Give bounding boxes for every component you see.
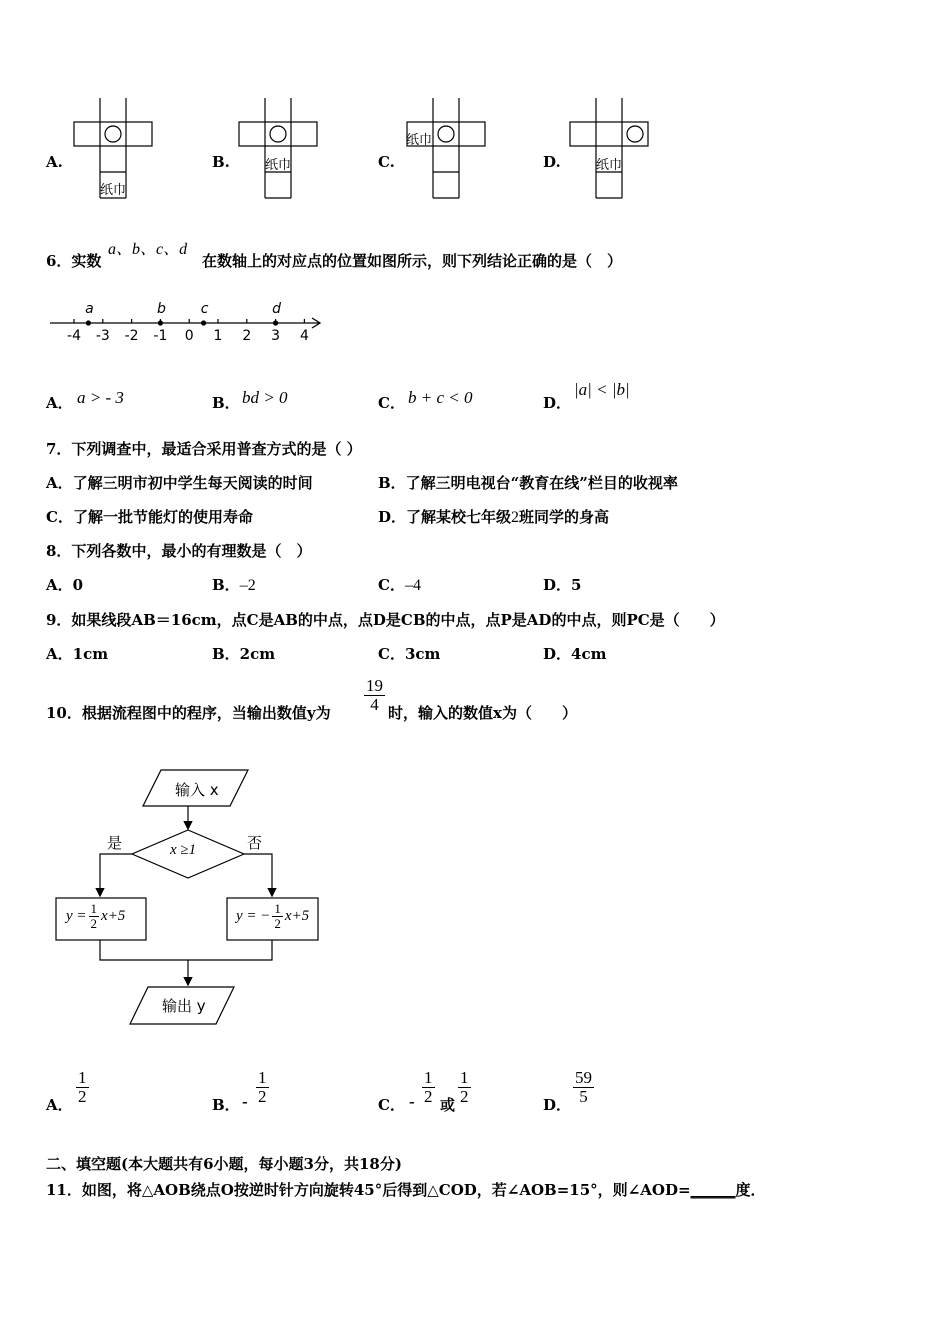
- flow-right-formula-pre: y = −: [236, 907, 271, 924]
- q10-option-b-num: 1: [258, 1068, 267, 1087]
- q10-option-c-den2: 2: [460, 1086, 469, 1106]
- q5-net-a-paper-label: 纸巾: [100, 183, 127, 198]
- q6-option-b-letter: B．: [212, 394, 240, 412]
- q5-net-b-paper-label: 纸巾: [265, 158, 292, 173]
- q9-stem: 9．如果线段AB＝16cm，点C是AB的中点，点D是CB的中点，点P是AD的中点，则PC是（ ）: [46, 611, 725, 629]
- q6-option-c-letter: C．: [378, 394, 405, 412]
- q8-option-a-value: 0: [72, 576, 84, 594]
- number-line-point-label-b: b: [156, 301, 166, 317]
- q10-option-c-letter: C．: [378, 1096, 405, 1114]
- flow-yes-label: 是: [107, 834, 123, 852]
- q10-option-c-frac: [422, 1069, 435, 1106]
- q10-option-a-num: 1: [78, 1068, 87, 1087]
- q6-option-b-expr: bd > 0: [242, 388, 288, 407]
- q10-option-c-or: 或: [440, 1096, 456, 1114]
- q10-option-c-sign: -: [409, 1092, 415, 1111]
- q5-option-a-letter: A.: [46, 153, 63, 171]
- flow-right-half: [272, 902, 283, 930]
- q7-option-a: A．了解三明市初中学生每天阅读的时间: [46, 474, 313, 492]
- number-line-point-label-a: a: [85, 301, 94, 317]
- q7-option-c: C．了解一批节能灯的使用寿命: [46, 508, 253, 526]
- flow-left-half-num: 1: [90, 901, 98, 916]
- flow-condition-label: x ≥1: [170, 842, 197, 858]
- q5-net-b: [237, 98, 319, 200]
- q5-option-c-letter: C.: [378, 153, 395, 171]
- number-line-tick-label: -1: [153, 328, 168, 344]
- flow-right-half-num: 1: [274, 901, 281, 916]
- q10-option-a-frac: [76, 1069, 89, 1106]
- q8-option-b-letter: B．: [212, 576, 240, 594]
- q10-option-b-frac: [256, 1069, 269, 1106]
- q7-option-d-num: 2: [511, 509, 520, 526]
- q5-option-b-letter: B.: [212, 153, 230, 171]
- q11-stem-text: 11．如图，将△AOB绕点O按逆时针方向旋转45°后得到△COD，若∠AOB=15°，则∠AOD=: [46, 1181, 691, 1199]
- q10-option-c-num2: 1: [460, 1068, 469, 1087]
- q10-option-d-num: 59: [575, 1068, 592, 1087]
- flow-input-label: 输入 x: [175, 781, 219, 799]
- q8-option-a-letter: A．: [46, 576, 73, 594]
- q10-prefix: 10．根据流程图中的程序，当输出数值y为: [46, 704, 331, 722]
- q10-option-c-den: 2: [424, 1086, 433, 1106]
- q11-stem: [46, 1179, 766, 1200]
- q10-option-a-den: 2: [78, 1086, 87, 1106]
- q10-fraction-den: 4: [370, 694, 379, 714]
- q6-vars: a、b、c、d: [108, 241, 188, 258]
- flow-no-label: 否: [247, 834, 263, 852]
- q10-output-fraction: [364, 677, 385, 714]
- q6-option-d-expr: |a| < |b|: [574, 380, 630, 399]
- number-line-tick-label: -2: [124, 328, 139, 344]
- q8-option-c: [378, 574, 421, 595]
- number-line-tick-label: 4: [299, 328, 309, 344]
- q5-net-d: [568, 98, 650, 200]
- q9-option-d: D．4cm: [543, 645, 607, 663]
- number-line-tick-label: 2: [242, 328, 252, 344]
- flow-left-formula-pre: y =: [66, 907, 87, 924]
- q8-option-b: [212, 574, 256, 595]
- q6-option-c-expr: b + c < 0: [408, 388, 473, 407]
- number-line-point-a: [86, 320, 91, 325]
- q10-option-b-den: 2: [258, 1086, 267, 1106]
- q6-option-a-letter: A．: [46, 394, 73, 412]
- q8-option-a: [46, 574, 83, 595]
- number-line-point-label-c: c: [200, 301, 209, 317]
- q8-stem: 8．下列各数中，最小的有理数是（ ）: [46, 542, 312, 560]
- q6-suffix: 在数轴上的对应点的位置如图所示，则下列结论正确的是（ ）: [202, 252, 623, 270]
- q5-net-d-paper-label: 纸巾: [596, 158, 623, 173]
- flow-right-formula-post: x+5: [284, 907, 310, 924]
- q6-number-line: [46, 296, 336, 348]
- q10-option-c-num: 1: [424, 1068, 433, 1087]
- q6-prefix: 6．实数: [46, 252, 102, 270]
- flow-right-formula: [236, 902, 309, 930]
- q7-option-d: [378, 506, 609, 527]
- q10-option-d-den: 5: [579, 1086, 588, 1106]
- q10-flowchart: [50, 762, 350, 1032]
- q7-option-d-post: 班同学的身高: [519, 508, 610, 526]
- q9-option-a: A．1cm: [46, 645, 109, 663]
- q5-net-c-paper-label: 纸巾: [406, 133, 433, 148]
- flow-left-formula: [66, 902, 125, 930]
- q10-option-d-letter: D．: [543, 1096, 572, 1114]
- number-line-tick-label: 0: [184, 328, 194, 344]
- q10-option-a-letter: A．: [46, 1096, 73, 1114]
- number-line-tick-label: 3: [271, 328, 281, 344]
- q7-option-b: B．了解三明电视台“教育在线”栏目的收视率: [378, 474, 678, 492]
- q9-option-b: B．2cm: [212, 645, 276, 663]
- q8-option-b-value: –2: [239, 577, 256, 594]
- q8-option-d-value: 5: [571, 576, 582, 594]
- q10-option-d-frac: [573, 1069, 594, 1106]
- section-2-heading: 二、填空题(本大题共有6小题，每小题3分，共18分): [46, 1155, 402, 1173]
- number-line-point-d: [273, 320, 278, 325]
- flow-left-formula-post: x+5: [101, 907, 126, 924]
- flow-right-half-den: 2: [274, 915, 281, 931]
- q5-net-c: [405, 98, 487, 200]
- q8-option-d-letter: D．: [543, 576, 572, 594]
- q9-option-c: C．3cm: [378, 645, 441, 663]
- q7-option-d-pre: D．了解某校七年级: [378, 508, 512, 526]
- q10-option-b-sign: -: [242, 1092, 248, 1111]
- q6-option-a-expr: a > - 3: [77, 388, 124, 407]
- q8-option-c-letter: C．: [378, 576, 405, 594]
- q6-option-d-letter: D．: [543, 394, 572, 412]
- number-line-tick-label: -3: [95, 328, 110, 344]
- q5-option-d-letter: D.: [543, 153, 561, 171]
- number-line-point-c: [201, 320, 206, 325]
- q10-option-b-letter: B．: [212, 1096, 240, 1114]
- flow-left-half: [89, 902, 100, 930]
- q11-blank: ______: [690, 1181, 736, 1199]
- q10-fraction-num: 19: [366, 676, 383, 695]
- flow-left-half-den: 2: [90, 915, 98, 931]
- number-line-tick-label: -4: [67, 328, 81, 344]
- q8-option-c-value: –4: [404, 577, 421, 594]
- number-line-point-b: [158, 320, 163, 325]
- q10-option-c-frac2: [458, 1069, 471, 1106]
- number-line-point-label-d: d: [272, 301, 282, 317]
- flow-output-label: 输出 y: [162, 997, 206, 1015]
- q7-stem: 7．下列调查中，最适合采用普查方式的是（ ）: [46, 440, 362, 458]
- q8-option-d: [543, 574, 581, 595]
- q11-suffix: 度．: [735, 1181, 766, 1199]
- q10-suffix: 时，输入的数值x为（ ）: [388, 704, 577, 722]
- number-line-tick-label: 1: [213, 328, 223, 344]
